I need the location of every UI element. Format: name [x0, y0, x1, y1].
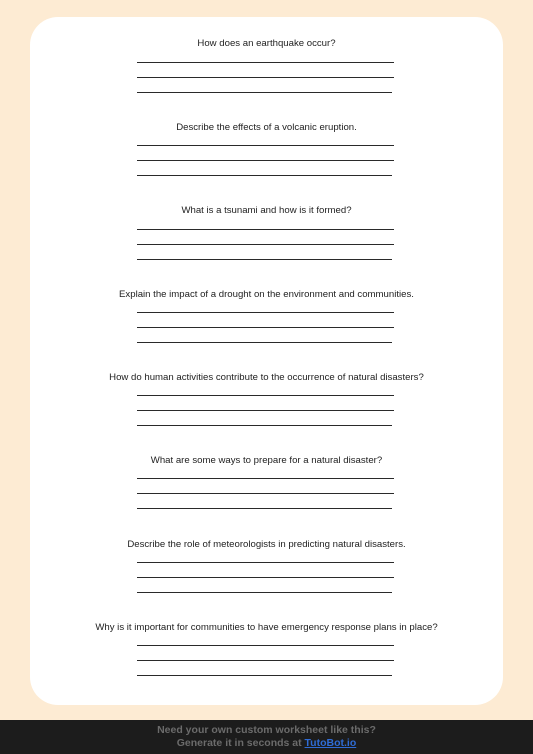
question-text: What is a tsunami and how is it formed? [181, 205, 352, 216]
question-block [30, 122, 503, 134]
answer-line[interactable] [137, 92, 392, 93]
question-block [30, 205, 503, 217]
answer-line[interactable] [137, 175, 392, 176]
answer-line[interactable] [137, 660, 394, 661]
question-text: Why is it important for communities to have emergency response plans in place? [95, 622, 438, 633]
answer-line[interactable] [137, 675, 392, 676]
answer-line[interactable] [137, 62, 394, 63]
question-block [30, 289, 503, 301]
answer-line[interactable] [137, 493, 394, 494]
answer-line[interactable] [137, 478, 394, 479]
tutobot-link[interactable]: TutoBot.io [304, 737, 357, 749]
question-block [30, 622, 503, 634]
answer-line[interactable] [137, 244, 394, 245]
answer-line[interactable] [137, 395, 394, 396]
answer-line[interactable] [137, 508, 392, 509]
answer-line[interactable] [137, 229, 394, 230]
answer-line[interactable] [137, 562, 394, 563]
answer-line[interactable] [137, 410, 394, 411]
answer-line[interactable] [137, 342, 392, 343]
answer-line[interactable] [137, 425, 392, 426]
promo-footer [0, 720, 533, 754]
answer-line[interactable] [137, 312, 394, 313]
answer-line[interactable] [137, 259, 392, 260]
question-text: How does an earthquake occur? [197, 38, 336, 49]
answer-line[interactable] [137, 592, 392, 593]
footer-cta-text: Generate it in seconds at [176, 737, 305, 749]
question-text: How do human activities contribute to the occurrence of natural disasters? [109, 372, 424, 383]
question-block [30, 372, 503, 384]
question-text: Describe the role of meteorologists in predicting natural disasters. [127, 539, 406, 550]
question-block [30, 539, 503, 551]
question-block [30, 38, 503, 50]
question-text: Describe the effects of a volcanic eruption. [176, 122, 357, 133]
answer-line[interactable] [137, 77, 394, 78]
question-block [30, 455, 503, 467]
question-text: What are some ways to prepare for a natural disaster? [150, 455, 383, 466]
answer-line[interactable] [137, 577, 394, 578]
answer-line[interactable] [137, 160, 394, 161]
answer-line[interactable] [137, 645, 394, 646]
footer-cta [0, 737, 533, 750]
footer-tagline: Need your own custom worksheet like this? [157, 724, 376, 736]
question-text: Explain the impact of a drought on the environment and communities. [119, 289, 414, 300]
answer-line[interactable] [137, 145, 394, 146]
worksheet-page [30, 17, 503, 705]
answer-line[interactable] [137, 327, 394, 328]
